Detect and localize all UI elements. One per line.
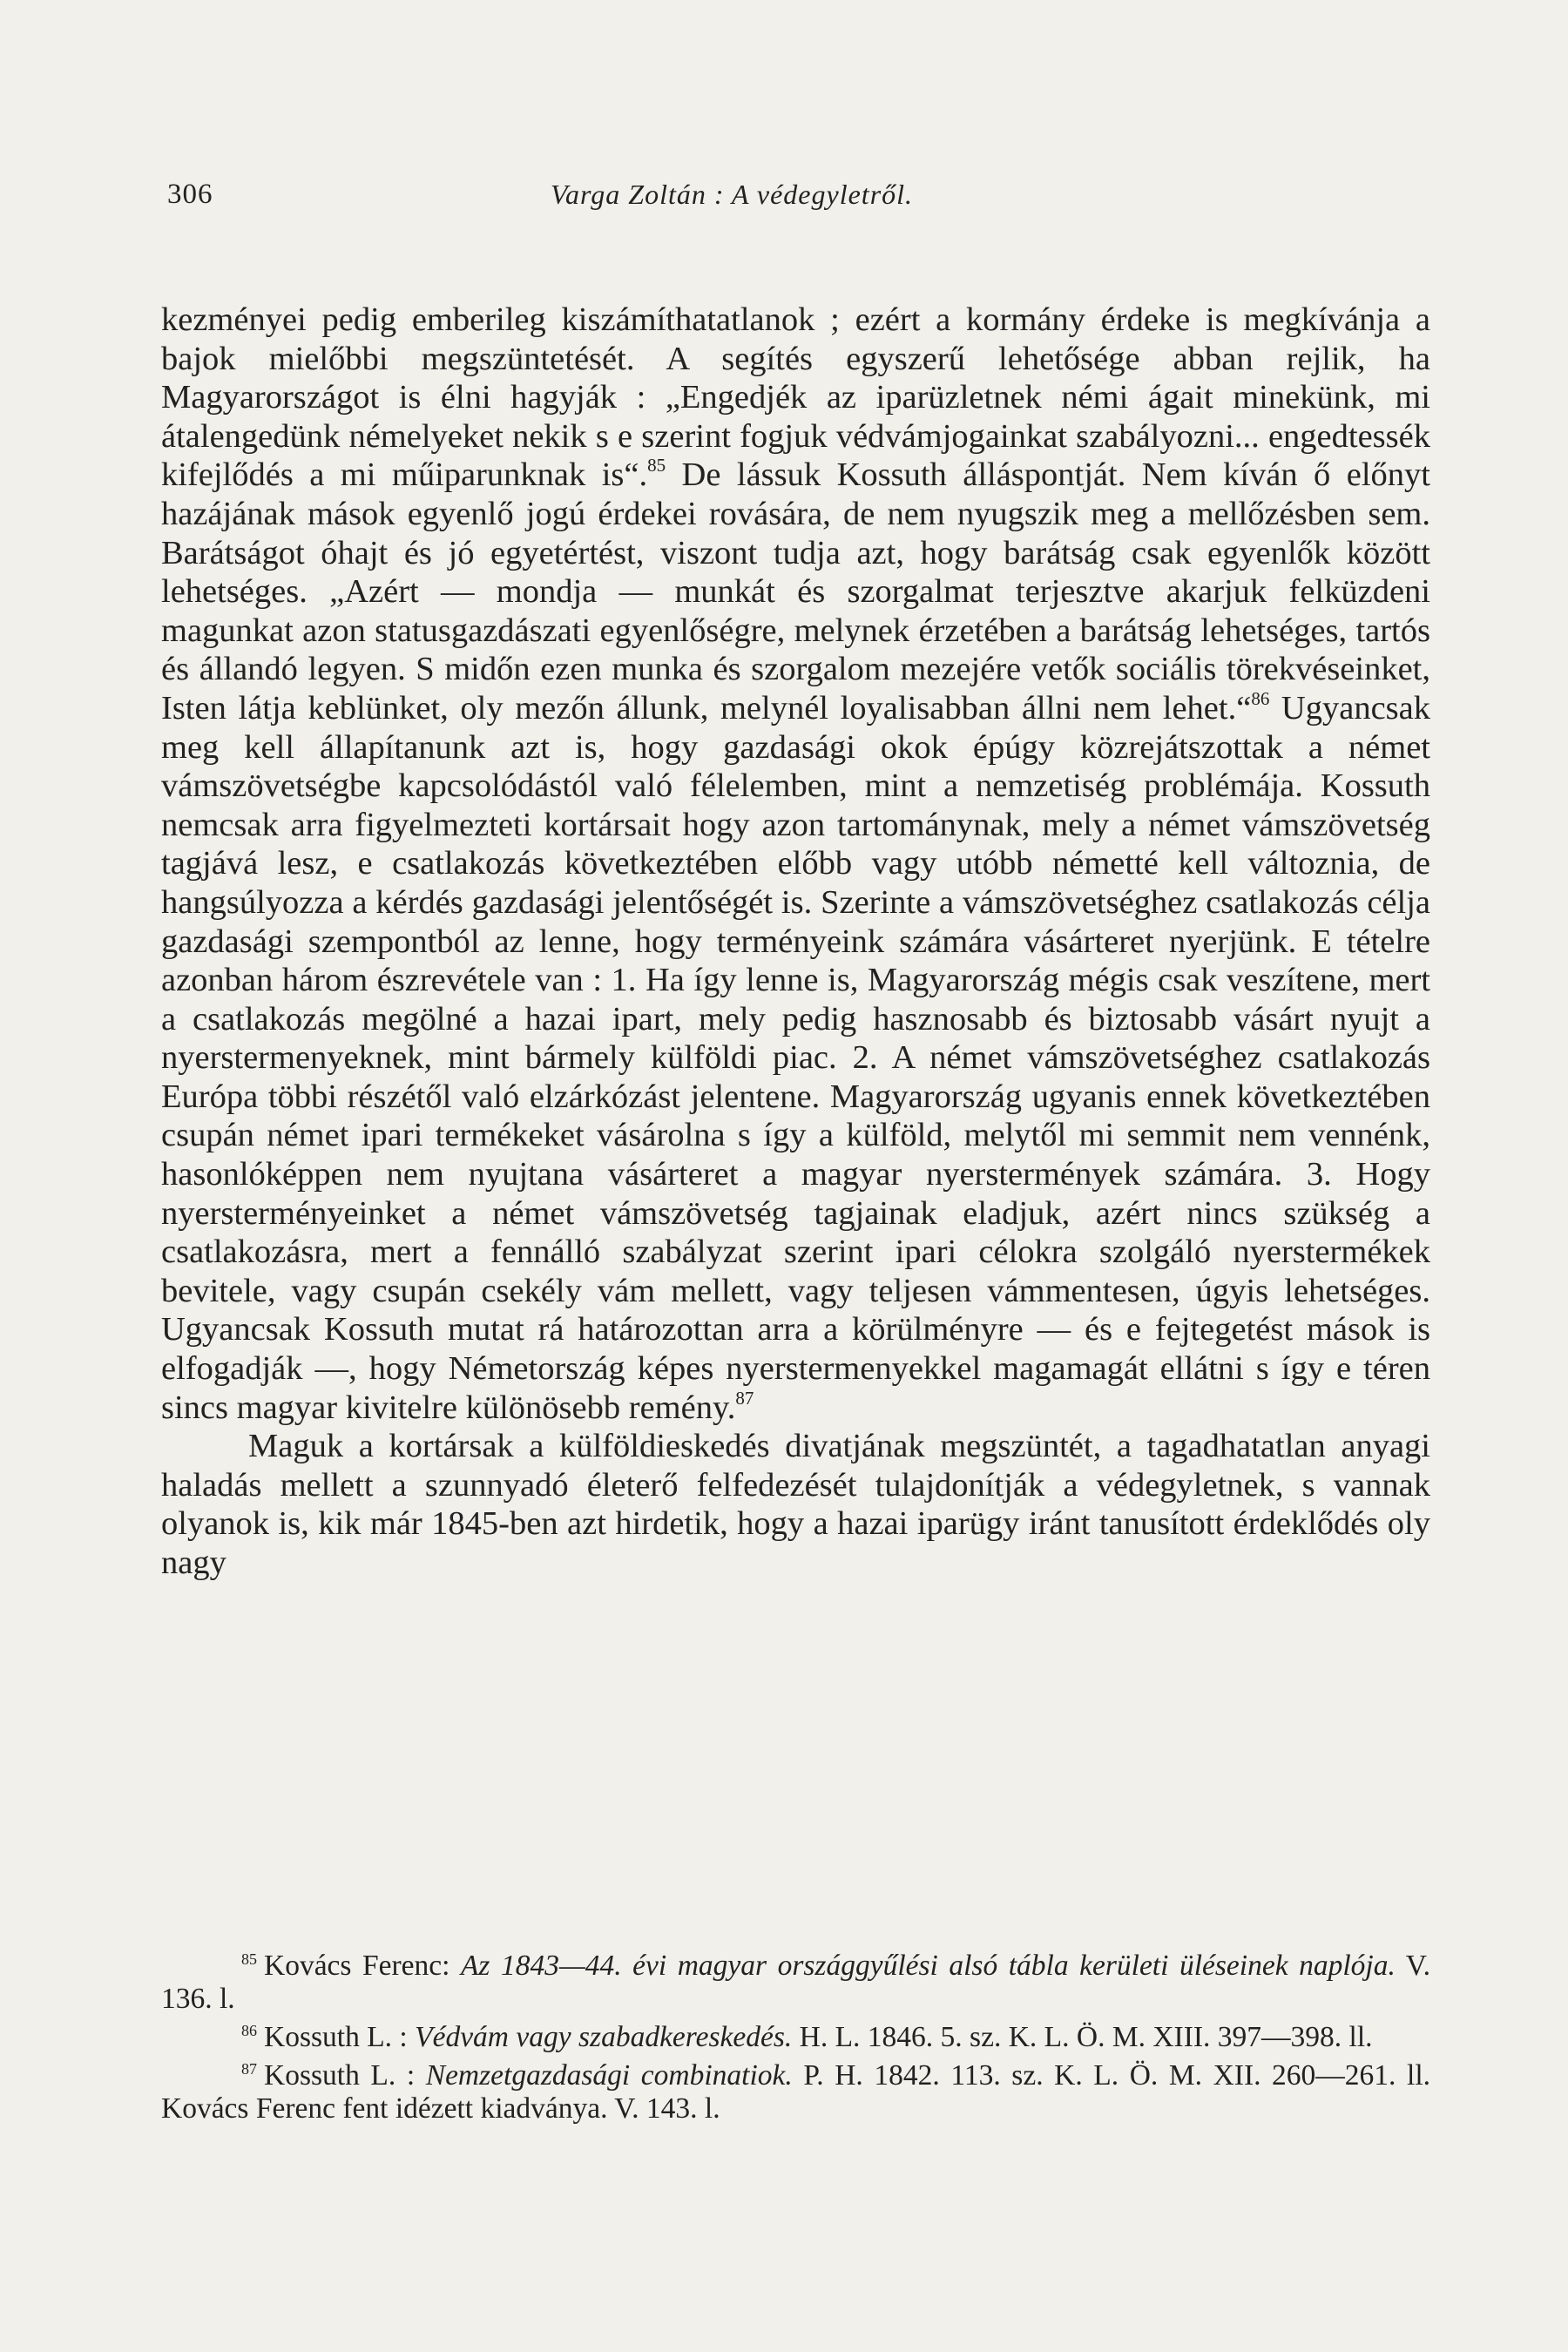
paragraph-1-text-b: De lássuk Kossuth álláspontját. Nem kíván ő előnyt hazájának mások egyenlő jogú érdekei rovására, de nem nyugszik meg a mellőzésben sem. Barátságot óhajt és jó egyetértést, viszont tudja azt, hogy barátság csak egyenlők között lehetséges. „Azért — mondja — munkát és szorgalmat terjesztve akarjuk felküzdeni magunkat azon statusgazdászati egyenlőségre, melynek érzetében a barátság lehetséges, tartós és állandó legyen. S midőn ezen munka és szorgalom mezejére vetők sociális törekvéseinket, Isten látja keblünket, oly mezőn állunk, melynél loyalisabban állni nem lehet.“ — [161, 456, 1430, 727]
paragraph-2 — [161, 1427, 1430, 1582]
paragraph-2-text: Maguk a kortársak a külföldieskedés divatjának megszüntét, a tagadhatatlan anyagi haladás mellett a szunnyadó életerő felfedezését tulajdonítják a védegyletnek, s vannak olyanok is, kik már 1845-ben azt hirdetik, hogy a hazai iparügy iránt tanusított érdeklődés oly nagy — [161, 1428, 1430, 1581]
running-head — [167, 179, 1401, 213]
footnote-mark: 87 — [241, 2060, 257, 2078]
paragraph-1 — [161, 301, 1430, 1427]
footnote-author: Kovács Ferenc: — [264, 1950, 461, 1982]
footnote-details: H. L. 1846. 5. sz. K. L. Ö. M. XIII. 397—398. ll. — [792, 2021, 1373, 2053]
footnote-details: P. H. 1842. 113. sz. K. L. Ö. M. XII. 260—261. ll. Kovács Ferenc fent idézett kiadványa. V. 143. l. — [161, 2059, 1430, 2125]
footnote-mark: 85 — [241, 1950, 257, 1968]
footnote-details: V. 136. l. — [161, 1950, 1431, 2015]
footnote-title: Nemzetgazdasági combinatiok. — [425, 2059, 793, 2092]
footnote-mark: 86 — [241, 2022, 257, 2039]
running-title: Varga Zoltán : A védegyletről. — [551, 179, 914, 210]
paragraph-1-text-a: kezményei pedig emberileg kiszámíthatatlanok ; ezért a kormány érdeke is megkívánja a bajok mielőbbi megszüntetését. A segítés egyszerű lehetősége abban rejlik, ha Magyarországot is élni hagyják : „Engedjék az iparüzletnek némi ágait minekünk, mi átalengedünk némelyeket nekik s e szerint fogjuk védvámjogainkat szabályozni... engedtessék kifejlődés a mi műiparunknak is“. — [161, 301, 1430, 494]
footnote-title: Védvám vagy szabadkereskedés. — [415, 2021, 793, 2053]
footnote-title: Az 1843—44. évi magyar országgyűlési alsó tábla kerületi üléseinek naplója. — [460, 1950, 1396, 1982]
page-number: 306 — [167, 179, 213, 210]
footnote-ref-85: 85 — [647, 455, 666, 476]
footnote-85 — [161, 1950, 1430, 2016]
footnote-86 — [161, 2021, 1430, 2054]
footnote-author: Kossuth L. : — [264, 2021, 416, 2053]
footnotes — [161, 1950, 1430, 2131]
paragraph-1-text-c: Ugyancsak meg kell állapítanunk azt is, hogy gazdasági okok épúgy közrejátszottak a német vámszövetségbe kapcsolódástól való félelemben, mint a nemzetiség problémája. Kossuth nemcsak arra figyelmezteti kortársait hogy azon tartománynak, mely a német vámszövetség tagjává lesz, e csatlakozás következtében előbb vagy utóbb németté kell változnia, de hangsúlyozza a kérdés gazdasági jelentőségét is. Szerinte a vámszövetséghez csatlakozás célja gazdasági szempontból az lenne, hogy terményeink számára vásárteret nyerjünk. E tételre azonban három észrevétele van : 1. Ha így lenne is, Magyarország mégis csak veszítene, mert a csatlakozás megölné a hazai ipart, mely pedig hasznosabb és biztosabb vásárt nyujt a nyerstermenyeknek, mint bármely külföldi piac. 2. A német vámszövetséghez csatlakozás Európa többi részétől való elzárkózást jelentene. Magyarország ugyanis ennek következtében csupán német ipari termékeket vásárolna s így a külföld, melytől mi semmit nem vennénk, hasonlóképpen nem nyujtana vásárteret a magyar nyerstermények számára. 3. Hogy nyersterményeinket a német vámszövetség tagjainak eladjuk, azért nincs szükség a csatlakozásra, mert a fennálló szabályzat szerint ipari célokra szolgáló nyerstermékek bevitele, vagy csupán csekély vám mellett, vagy teljesen vámmentesen, úgyis lehetséges. Ugyancsak Kossuth mutat rá határozottan arra a körülményre — és e fejtegetést mások is elfogadják —, hogy Németország képes nyerstermenyekkel magamagát ellátni s így e téren sincs magyar kivitelre különösebb remény. — [161, 689, 1430, 1426]
body-text — [161, 301, 1430, 1583]
footnote-ref-87: 87 — [735, 1387, 754, 1409]
footnote-author: Kossuth L. : — [264, 2059, 426, 2092]
footnote-87 — [161, 2059, 1430, 2126]
footnote-ref-86: 86 — [1251, 687, 1270, 709]
